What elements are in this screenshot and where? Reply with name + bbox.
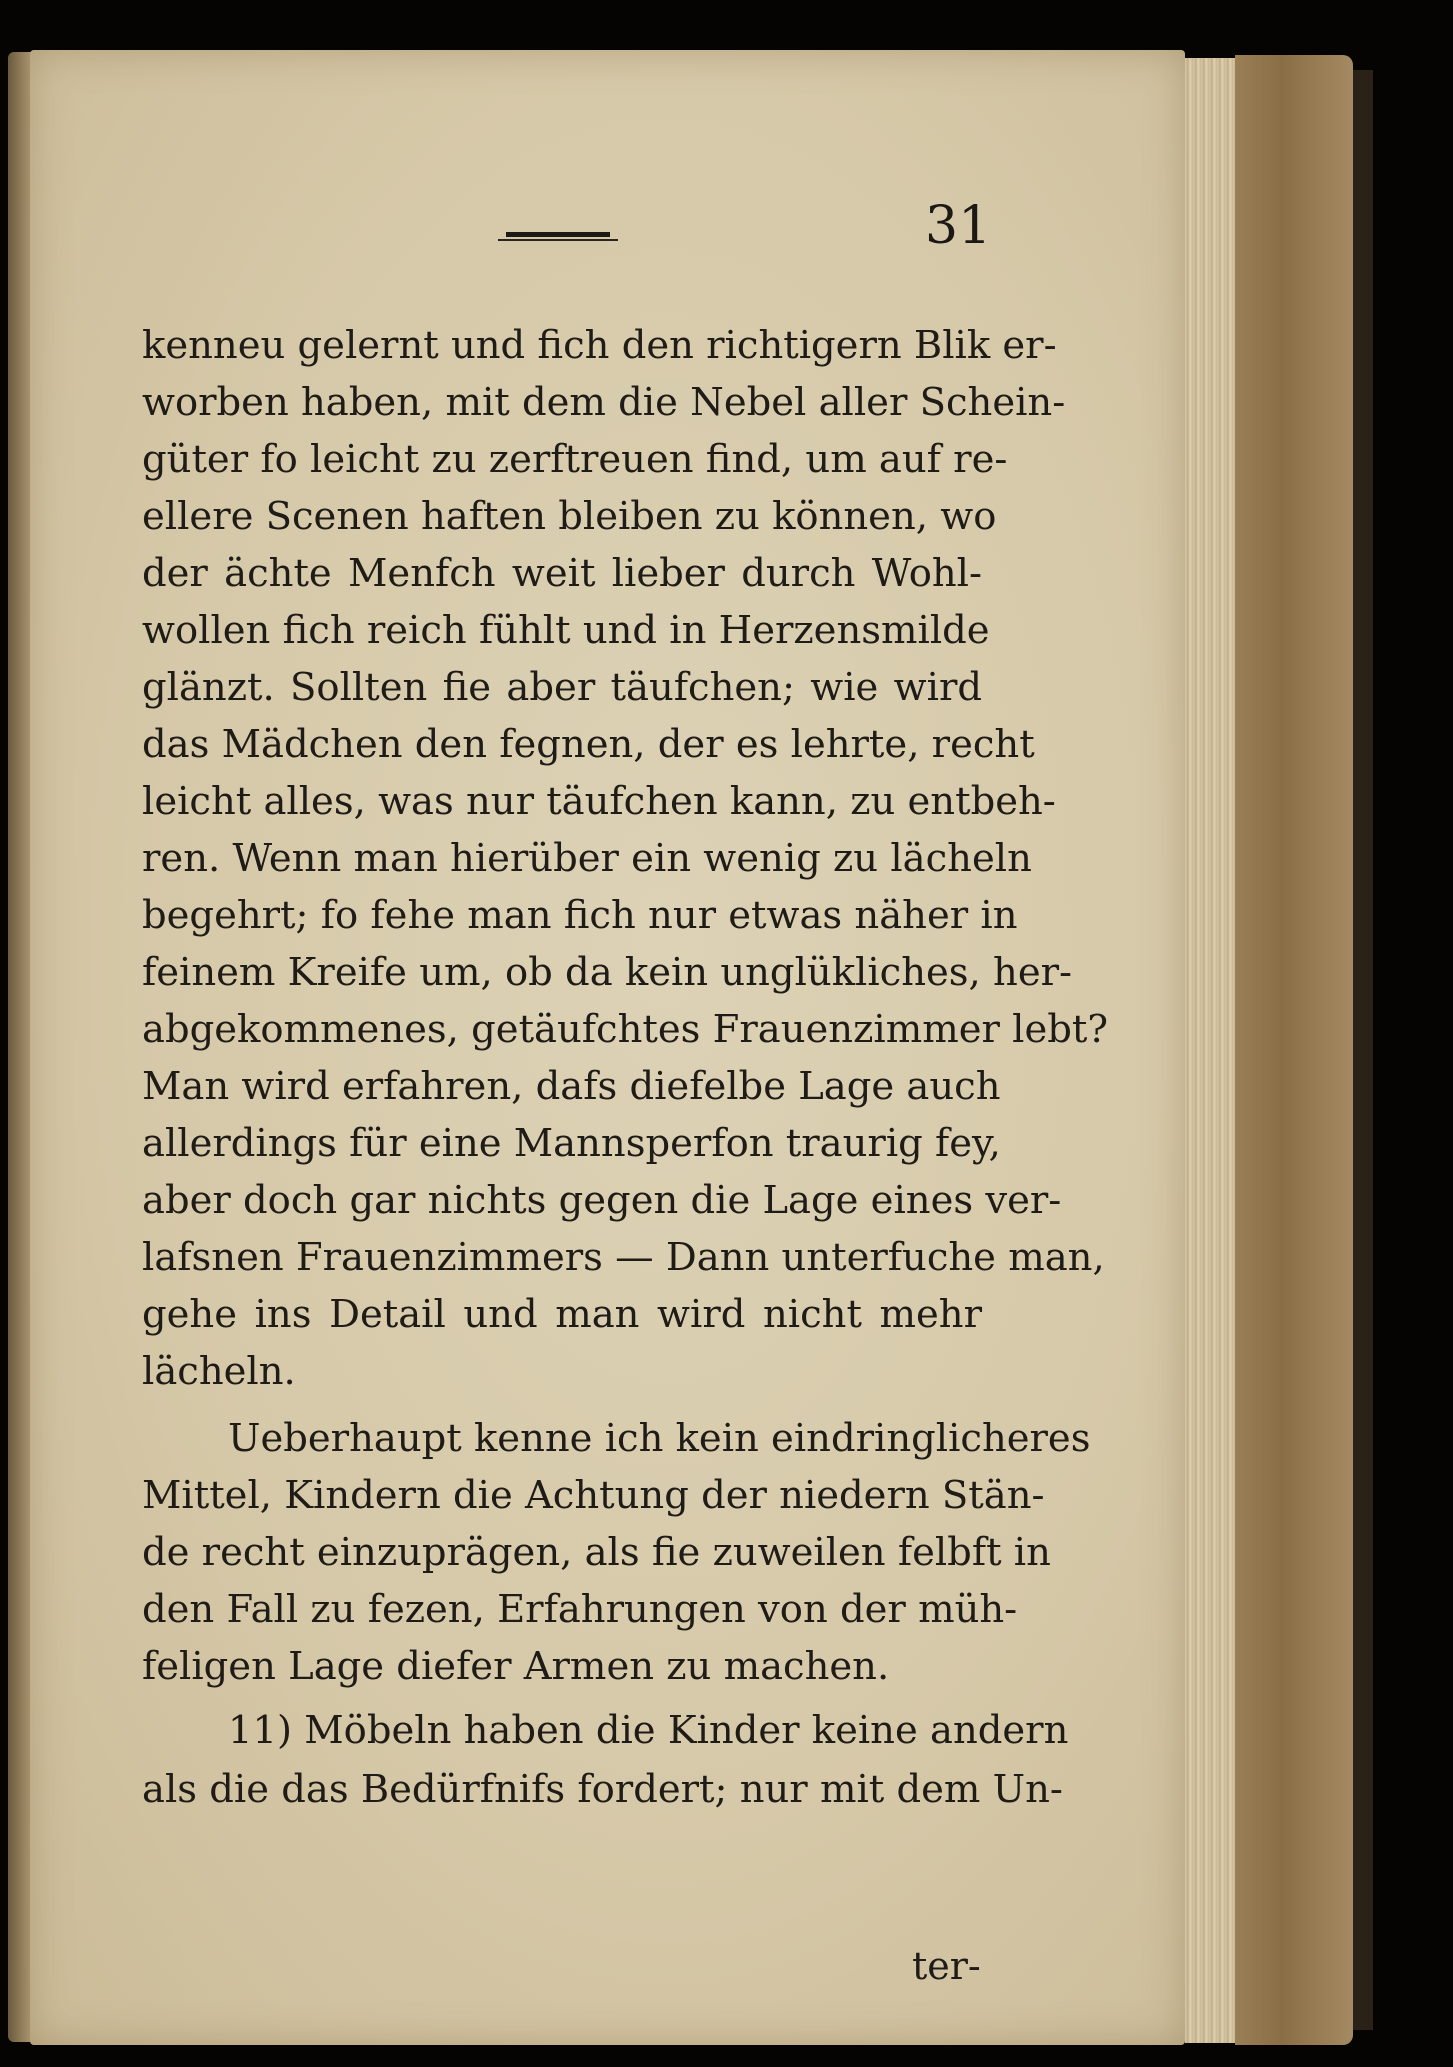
text-line: Man wird erfahren, dafs diefelbe Lage auch — [142, 1064, 1001, 1109]
text-line: als die das Bedürfnifs fordert; nur mit dem Un- — [142, 1767, 1063, 1812]
text-line: feinem Kreife um, ob da kein unglükliches, her- — [142, 950, 1073, 995]
text-line: kenneu gelernt und fich den richtigern Blik er- — [142, 323, 1057, 368]
catchword: ter- — [912, 1944, 981, 1988]
text-line: aber doch gar nichts gegen die Lage eines ver- — [142, 1178, 1062, 1223]
text-line: worben haben, mit dem die Nebel aller Schein- — [142, 380, 1066, 425]
text-line: der ächte Menfch weit lieber durch Wohl- — [142, 551, 982, 596]
text-line: güter fo leicht zu zerftreuen find, um auf re- — [142, 437, 1008, 482]
text-line: begehrt; fo fehe man fich nur etwas näher in — [142, 893, 1018, 938]
text-line: abgekommenes, getäufchtes Frauenzimmer lebt? — [142, 1007, 1108, 1052]
text-line: lafsnen Frauenzimmers — Dann unterfuche man, — [142, 1235, 1105, 1280]
header-ornament-rule — [498, 232, 618, 242]
text-line: ellere Scenen haften bleiben zu können, wo — [142, 494, 997, 539]
page-stack-edge — [1185, 58, 1235, 2043]
text-line: de recht einzuprägen, als fie zuweilen felbft in — [142, 1530, 1051, 1575]
text-line: allerdings für eine Mannsperfon traurig fey, — [142, 1121, 1001, 1166]
text-line: wollen fich reich fühlt und in Herzensmilde — [142, 608, 990, 653]
text-line: lächeln. — [142, 1349, 296, 1394]
paragraph-first-line: 11) Möbeln haben die Kinder keine andern — [228, 1708, 1069, 1753]
page-number: 31 — [925, 196, 992, 256]
text-line: das Mädchen den fegnen, der es lehrte, recht — [142, 722, 1035, 767]
paragraph-first-line: Ueberhaupt kenne ich kein eindringlicheres — [228, 1416, 1091, 1461]
text-line: Mittel, Kindern die Achtung der niedern Stän- — [142, 1473, 1045, 1518]
text-line: leicht alles, was nur täufchen kann, zu entbeh- — [142, 779, 1056, 824]
text-line: feligen Lage diefer Armen zu machen. — [142, 1644, 890, 1689]
text-line: glänzt. Sollten fie aber täufchen; wie wird — [142, 665, 982, 710]
text-line: ren. Wenn man hierüber ein wenig zu lächeln — [142, 836, 1032, 881]
text-line: den Fall zu fezen, Erfahrungen von der müh- — [142, 1587, 1018, 1632]
cover-shadow — [1353, 70, 1373, 2030]
text-line: gehe ins Detail und man wird nicht mehr — [142, 1292, 982, 1337]
book-cover-edge — [1235, 55, 1353, 2045]
